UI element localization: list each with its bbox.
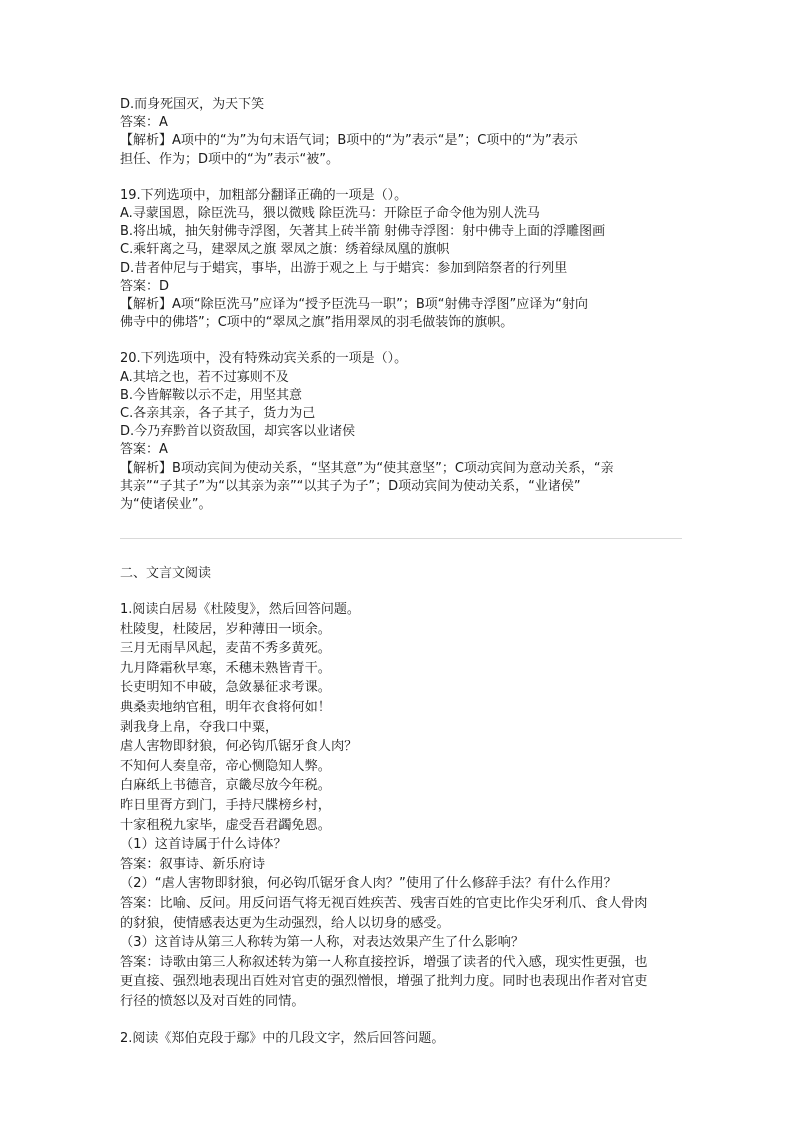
- poem-line: 白麻纸上书德音，京畿尽放今年税。: [120, 778, 331, 794]
- poem-line: 不知何人奏皇帝，帝心恻隐知人弊。: [120, 758, 331, 774]
- sub3-answer-line-2: 更直接、强烈地表现出百姓对官吏的强烈憎恨，增强了批判力度。同时也表现出作者对官吏: [120, 974, 648, 990]
- q19-option-d: D.昔者仲尼与于蜡宾，事毕，出游于观之上 与于蜡宾：参加到陪祭者的行列里: [120, 260, 568, 276]
- q20-option-b: B.今皆解鞍以示不走，用坚其意: [120, 387, 303, 403]
- sub2-answer-line-1: 答案：比喻、反问。用反问语气将无视百姓疾苦、残害百姓的官吏比作尖牙利爪、食人骨肉: [120, 895, 648, 911]
- q18-analysis-line-2: 担任、作为；D项中的“为”表示“被”。: [120, 151, 339, 167]
- poem-line: 九月降霜秋早寒，禾穗未熟皆青干。: [120, 660, 331, 676]
- q18-option-d: D.而身死国灭，为天下笑: [120, 97, 265, 112]
- poem-line: 剥我身上帛，夺我口中粟，: [120, 719, 279, 735]
- q20-analysis-line-2: 其亲”“子其子”为“以其亲为亲”“以其子为子”；D项动宾间为使动关系，“业诸侯”: [120, 478, 581, 494]
- document-page: [120, 96, 690, 1048]
- poem-line: 长吏明知不申破，急敛暴征求考课。: [120, 680, 331, 696]
- poem-line: 昨日里胥方到门，手持尺牒榜乡村，: [120, 798, 331, 814]
- q20-answer: 答案：A: [120, 442, 168, 458]
- sub3-question: （3）这首诗从第三人称转为第一人称，对表达效果产生了什么影响？: [120, 935, 525, 951]
- q19-option-a: A.寻蒙国恩，除臣洗马，猥以微贱 除臣洗马：开除臣子命令他为别人洗马: [120, 206, 540, 222]
- q19-option-b: B.将出城，抽矢射佛寺浮图，矢著其上砖半箭 射佛寺浮图：射中佛寺上面的浮雕图画: [120, 224, 606, 240]
- poem-line: 虐人害物即豺狼，何必钩爪锯牙食人肉？: [120, 739, 358, 755]
- q20-analysis-line-3: 为“使诸侯业”。: [120, 497, 212, 513]
- q19-analysis-line-2: 佛寺中的佛塔”；C项中的“翠凤之旗”指用翠凤的羽毛做装饰的旗帜。: [120, 315, 514, 331]
- q19-answer: 答案：D: [120, 278, 170, 294]
- q20-option-a: A.其培之也，若不过寡则不及: [120, 369, 289, 385]
- q19-option-c: C.乘轩离之马，建翠凤之旗 翠凤之旗：绣着绿凤凰的旗帜: [120, 242, 450, 258]
- q18-answer: 答案：A: [120, 115, 168, 131]
- section-divider: [120, 538, 682, 539]
- s2-q1-stem: 1.阅读白居易《杜陵叟》，然后回答问题。: [120, 602, 360, 618]
- poem-line: 三月无雨旱风起，麦苗不秀多黄死。: [120, 641, 331, 657]
- sub1-question: （1）这首诗属于什么诗体？: [120, 837, 287, 853]
- poem-line: 典桑卖地纳官租，明年衣食将何如！: [120, 700, 331, 716]
- q20-option-c: C.各亲其亲，各子其子，货力为己: [120, 406, 316, 422]
- poem-line: 十家租税九家毕，虚受吾君蠲免恩。: [120, 817, 331, 833]
- sub3-answer-line-1: 答案：诗歌由第三人称叙述转为第一人称直接控诉，增强了读者的代入感，现实性更强，也: [120, 954, 648, 970]
- section-heading: 二、文言文阅读: [120, 566, 212, 582]
- q18-analysis-line-1: 【解析】A项中的“为”为句末语气词；B项中的“为”表示“是”；C项中的“为”表示: [120, 133, 578, 149]
- q20-option-d: D.今乃弃黔首以资敌国，却宾客以业诸侯: [120, 424, 356, 440]
- poem-block: [120, 620, 690, 1012]
- sub2-question: （2）“虐人害物即豺狼，何必钩爪锯牙食人肉？”使用了什么修辞手法？有什么作用？: [120, 876, 617, 892]
- q20-stem: 20.下列选项中，没有特殊动宾关系的一项是（）。: [120, 351, 408, 367]
- q19-analysis-line-1: 【解析】A项“除臣洗马”应译为“授予臣洗马一职”；B项“射佛寺浮图”应译为“射向: [120, 297, 588, 313]
- s2-q2-stem: 2.阅读《郑伯克段于鄢》中的几段文字，然后回答问题。: [120, 1030, 445, 1046]
- sub3-answer-line-3: 行径的愤怒以及对百姓的同情。: [120, 993, 305, 1009]
- sub2-answer-line-2: 的豺狼，使情感表达更为生动强烈，给人以切身的感受。: [120, 915, 450, 931]
- q20-analysis-line-1: 【解析】B项动宾间为使动关系，“坚其意”为“使其意坚”；C项动宾间为意动关系，“亲: [120, 460, 614, 476]
- poem-line: 杜陵叟，杜陵居，岁种薄田一顷余。: [120, 621, 331, 637]
- sub1-answer: 答案：叙事诗、新乐府诗: [120, 856, 266, 872]
- q19-stem: 19.下列选项中，加粗部分翻译正确的一项是（）。: [120, 187, 408, 203]
